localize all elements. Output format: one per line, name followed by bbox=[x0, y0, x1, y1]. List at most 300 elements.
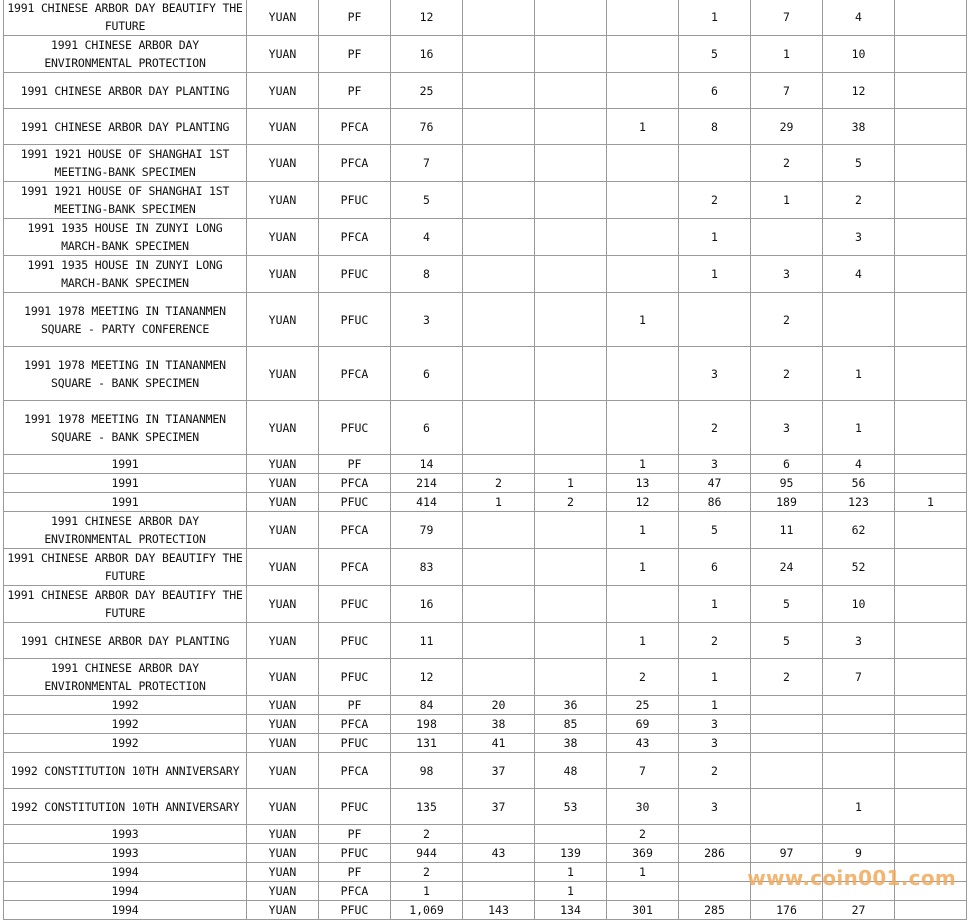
cell-grade-col-1[interactable] bbox=[463, 347, 535, 401]
cell-total[interactable]: 944 bbox=[391, 844, 463, 863]
cell-grade-col-7[interactable] bbox=[895, 0, 967, 36]
cell-grade-col-1[interactable] bbox=[463, 0, 535, 36]
cell-grade-col-2[interactable]: 1 bbox=[535, 474, 607, 493]
cell-grade-col-7[interactable] bbox=[895, 347, 967, 401]
cell-grade-col-6[interactable]: 5 bbox=[823, 145, 895, 182]
cell-grade-col-1[interactable]: 41 bbox=[463, 734, 535, 753]
cell-grade-col-1[interactable] bbox=[463, 293, 535, 347]
cell-grade-col-5[interactable]: 29 bbox=[751, 109, 823, 145]
cell-grade[interactable]: PFUC bbox=[319, 256, 391, 293]
cell-grade-col-3[interactable]: 1 bbox=[607, 293, 679, 347]
cell-denomination[interactable]: YUAN bbox=[247, 844, 319, 863]
cell-grade-col-2[interactable]: 48 bbox=[535, 753, 607, 789]
cell-description[interactable]: 1993 bbox=[4, 844, 247, 863]
cell-grade[interactable]: PFUC bbox=[319, 293, 391, 347]
cell-grade-col-2[interactable] bbox=[535, 455, 607, 474]
cell-total[interactable]: 16 bbox=[391, 586, 463, 623]
cell-denomination[interactable]: YUAN bbox=[247, 347, 319, 401]
cell-grade-col-5[interactable]: 24 bbox=[751, 549, 823, 586]
cell-denomination[interactable]: YUAN bbox=[247, 549, 319, 586]
cell-description[interactable]: 1991 1935 HOUSE IN ZUNYI LONG MARCH-BANK SPECIMEN bbox=[4, 219, 247, 256]
cell-grade-col-6[interactable]: 7 bbox=[823, 659, 895, 696]
cell-description[interactable]: 1991 CHINESE ARBOR DAY PLANTING bbox=[4, 623, 247, 659]
cell-grade-col-4[interactable]: 285 bbox=[679, 901, 751, 920]
cell-denomination[interactable]: YUAN bbox=[247, 901, 319, 920]
cell-denomination[interactable]: YUAN bbox=[247, 659, 319, 696]
cell-grade-col-5[interactable]: 189 bbox=[751, 493, 823, 512]
cell-grade-col-3[interactable] bbox=[607, 882, 679, 901]
cell-grade-col-5[interactable]: 176 bbox=[751, 901, 823, 920]
cell-grade-col-7[interactable]: 1 bbox=[895, 493, 967, 512]
cell-grade-col-4[interactable]: 2 bbox=[679, 623, 751, 659]
cell-total[interactable]: 5 bbox=[391, 182, 463, 219]
cell-grade[interactable]: PFCA bbox=[319, 219, 391, 256]
cell-grade[interactable]: PF bbox=[319, 455, 391, 474]
cell-grade-col-2[interactable] bbox=[535, 347, 607, 401]
cell-denomination[interactable]: YUAN bbox=[247, 474, 319, 493]
cell-denomination[interactable]: YUAN bbox=[247, 73, 319, 109]
cell-grade-col-4[interactable] bbox=[679, 293, 751, 347]
cell-grade-col-6[interactable]: 27 bbox=[823, 901, 895, 920]
cell-grade-col-3[interactable]: 301 bbox=[607, 901, 679, 920]
cell-grade-col-4[interactable]: 8 bbox=[679, 109, 751, 145]
cell-denomination[interactable]: YUAN bbox=[247, 493, 319, 512]
cell-total[interactable]: 14 bbox=[391, 455, 463, 474]
cell-total[interactable]: 2 bbox=[391, 825, 463, 844]
cell-description[interactable]: 1994 bbox=[4, 882, 247, 901]
cell-grade-col-3[interactable]: 25 bbox=[607, 696, 679, 715]
cell-grade-col-6[interactable] bbox=[823, 753, 895, 789]
cell-grade-col-2[interactable] bbox=[535, 586, 607, 623]
cell-grade-col-5[interactable]: 3 bbox=[751, 256, 823, 293]
cell-grade[interactable]: PFUC bbox=[319, 901, 391, 920]
cell-grade-col-3[interactable] bbox=[607, 347, 679, 401]
cell-grade-col-3[interactable] bbox=[607, 73, 679, 109]
cell-description[interactable]: 1991 1978 MEETING IN TIANANMEN SQUARE - BANK SPECIMEN bbox=[4, 401, 247, 455]
cell-grade-col-4[interactable] bbox=[679, 863, 751, 882]
cell-grade-col-3[interactable]: 1 bbox=[607, 549, 679, 586]
cell-total[interactable]: 3 bbox=[391, 293, 463, 347]
cell-description[interactable]: 1992 CONSTITUTION 10TH ANNIVERSARY bbox=[4, 789, 247, 825]
cell-grade-col-2[interactable] bbox=[535, 36, 607, 73]
cell-grade-col-7[interactable] bbox=[895, 696, 967, 715]
cell-grade-col-1[interactable] bbox=[463, 256, 535, 293]
cell-grade-col-1[interactable]: 20 bbox=[463, 696, 535, 715]
cell-grade-col-2[interactable]: 2 bbox=[535, 493, 607, 512]
cell-grade-col-3[interactable]: 2 bbox=[607, 659, 679, 696]
cell-grade-col-2[interactable]: 1 bbox=[535, 863, 607, 882]
cell-grade-col-1[interactable] bbox=[463, 145, 535, 182]
cell-grade-col-3[interactable]: 369 bbox=[607, 844, 679, 863]
cell-grade-col-3[interactable] bbox=[607, 145, 679, 182]
cell-grade-col-5[interactable]: 1 bbox=[751, 36, 823, 73]
cell-grade-col-2[interactable] bbox=[535, 293, 607, 347]
cell-grade[interactable]: PFUC bbox=[319, 401, 391, 455]
cell-denomination[interactable]: YUAN bbox=[247, 0, 319, 36]
cell-total[interactable]: 135 bbox=[391, 789, 463, 825]
cell-grade-col-3[interactable] bbox=[607, 36, 679, 73]
cell-description[interactable]: 1991 1921 HOUSE OF SHANGHAI 1ST MEETING-BANK SPECIMEN bbox=[4, 182, 247, 219]
cell-grade-col-7[interactable] bbox=[895, 882, 967, 901]
cell-grade-col-2[interactable] bbox=[535, 401, 607, 455]
cell-grade-col-7[interactable] bbox=[895, 549, 967, 586]
cell-grade-col-1[interactable] bbox=[463, 623, 535, 659]
cell-total[interactable]: 214 bbox=[391, 474, 463, 493]
cell-total[interactable]: 84 bbox=[391, 696, 463, 715]
cell-grade[interactable]: PF bbox=[319, 73, 391, 109]
cell-grade-col-4[interactable]: 3 bbox=[679, 734, 751, 753]
cell-grade-col-7[interactable] bbox=[895, 109, 967, 145]
cell-total[interactable]: 8 bbox=[391, 256, 463, 293]
cell-grade-col-5[interactable] bbox=[751, 219, 823, 256]
cell-grade-col-4[interactable]: 1 bbox=[679, 696, 751, 715]
cell-grade-col-3[interactable]: 1 bbox=[607, 623, 679, 659]
cell-grade-col-3[interactable]: 43 bbox=[607, 734, 679, 753]
cell-description[interactable]: 1991 CHINESE ARBOR DAY ENVIRONMENTAL PROTECTION bbox=[4, 659, 247, 696]
cell-description[interactable]: 1991 CHINESE ARBOR DAY PLANTING bbox=[4, 73, 247, 109]
cell-grade-col-5[interactable]: 97 bbox=[751, 844, 823, 863]
cell-grade-col-4[interactable]: 2 bbox=[679, 182, 751, 219]
cell-grade-col-5[interactable]: 2 bbox=[751, 145, 823, 182]
cell-grade-col-5[interactable]: 1 bbox=[751, 182, 823, 219]
cell-grade-col-5[interactable]: 11 bbox=[751, 512, 823, 549]
cell-description[interactable]: 1992 CONSTITUTION 10TH ANNIVERSARY bbox=[4, 753, 247, 789]
cell-grade-col-7[interactable] bbox=[895, 73, 967, 109]
cell-grade-col-7[interactable] bbox=[895, 659, 967, 696]
cell-grade-col-6[interactable]: 4 bbox=[823, 256, 895, 293]
cell-grade-col-2[interactable] bbox=[535, 109, 607, 145]
cell-grade-col-2[interactable]: 1 bbox=[535, 882, 607, 901]
cell-grade-col-2[interactable] bbox=[535, 256, 607, 293]
cell-grade-col-7[interactable] bbox=[895, 734, 967, 753]
cell-grade-col-5[interactable]: 7 bbox=[751, 0, 823, 36]
cell-description[interactable]: 1991 bbox=[4, 455, 247, 474]
cell-grade[interactable]: PFUC bbox=[319, 623, 391, 659]
cell-denomination[interactable]: YUAN bbox=[247, 623, 319, 659]
cell-grade-col-7[interactable] bbox=[895, 455, 967, 474]
cell-grade-col-4[interactable]: 2 bbox=[679, 401, 751, 455]
cell-description[interactable]: 1991 CHINESE ARBOR DAY BEAUTIFY THE FUTURE bbox=[4, 586, 247, 623]
cell-grade-col-5[interactable] bbox=[751, 825, 823, 844]
cell-denomination[interactable]: YUAN bbox=[247, 219, 319, 256]
cell-grade-col-4[interactable]: 47 bbox=[679, 474, 751, 493]
cell-denomination[interactable]: YUAN bbox=[247, 863, 319, 882]
cell-grade-col-5[interactable]: 5 bbox=[751, 623, 823, 659]
cell-grade-col-2[interactable]: 36 bbox=[535, 696, 607, 715]
cell-grade-col-5[interactable]: 6 bbox=[751, 455, 823, 474]
cell-denomination[interactable]: YUAN bbox=[247, 586, 319, 623]
cell-grade[interactable]: PFUC bbox=[319, 734, 391, 753]
cell-grade-col-6[interactable]: 9 bbox=[823, 844, 895, 863]
cell-grade[interactable]: PF bbox=[319, 863, 391, 882]
cell-grade[interactable]: PF bbox=[319, 696, 391, 715]
cell-grade-col-5[interactable]: 2 bbox=[751, 293, 823, 347]
cell-grade-col-6[interactable]: 3 bbox=[823, 623, 895, 659]
cell-grade[interactable]: PFCA bbox=[319, 474, 391, 493]
cell-grade-col-3[interactable] bbox=[607, 401, 679, 455]
cell-grade-col-2[interactable] bbox=[535, 182, 607, 219]
cell-grade-col-6[interactable]: 10 bbox=[823, 586, 895, 623]
cell-grade-col-7[interactable] bbox=[895, 789, 967, 825]
cell-grade-col-2[interactable] bbox=[535, 219, 607, 256]
cell-grade-col-6[interactable]: 1 bbox=[823, 401, 895, 455]
cell-grade-col-1[interactable]: 2 bbox=[463, 474, 535, 493]
cell-grade-col-5[interactable]: 2 bbox=[751, 659, 823, 696]
cell-grade-col-7[interactable] bbox=[895, 293, 967, 347]
cell-grade-col-7[interactable] bbox=[895, 401, 967, 455]
cell-grade-col-4[interactable]: 86 bbox=[679, 493, 751, 512]
cell-grade-col-3[interactable] bbox=[607, 256, 679, 293]
cell-grade-col-2[interactable] bbox=[535, 0, 607, 36]
cell-total[interactable]: 414 bbox=[391, 493, 463, 512]
cell-denomination[interactable]: YUAN bbox=[247, 882, 319, 901]
cell-grade-col-2[interactable] bbox=[535, 623, 607, 659]
cell-grade-col-6[interactable]: 10 bbox=[823, 36, 895, 73]
cell-total[interactable]: 25 bbox=[391, 73, 463, 109]
cell-grade-col-3[interactable]: 69 bbox=[607, 715, 679, 734]
cell-grade-col-4[interactable]: 5 bbox=[679, 512, 751, 549]
cell-grade[interactable]: PF bbox=[319, 825, 391, 844]
cell-grade-col-5[interactable] bbox=[751, 882, 823, 901]
cell-grade-col-6[interactable] bbox=[823, 734, 895, 753]
cell-grade[interactable]: PFCA bbox=[319, 145, 391, 182]
cell-grade-col-5[interactable]: 95 bbox=[751, 474, 823, 493]
cell-total[interactable]: 79 bbox=[391, 512, 463, 549]
cell-grade[interactable]: PFCA bbox=[319, 512, 391, 549]
cell-grade-col-7[interactable] bbox=[895, 901, 967, 920]
cell-total[interactable]: 11 bbox=[391, 623, 463, 659]
cell-grade-col-1[interactable]: 37 bbox=[463, 753, 535, 789]
cell-grade-col-5[interactable]: 2 bbox=[751, 347, 823, 401]
cell-denomination[interactable]: YUAN bbox=[247, 256, 319, 293]
cell-grade-col-6[interactable] bbox=[823, 715, 895, 734]
cell-grade[interactable]: PFCA bbox=[319, 109, 391, 145]
cell-grade-col-7[interactable] bbox=[895, 753, 967, 789]
cell-denomination[interactable]: YUAN bbox=[247, 401, 319, 455]
cell-total[interactable]: 6 bbox=[391, 347, 463, 401]
cell-grade-col-1[interactable]: 1 bbox=[463, 493, 535, 512]
cell-grade[interactable]: PFUC bbox=[319, 789, 391, 825]
cell-grade-col-7[interactable] bbox=[895, 182, 967, 219]
cell-grade-col-7[interactable] bbox=[895, 512, 967, 549]
cell-grade-col-2[interactable] bbox=[535, 659, 607, 696]
cell-grade-col-1[interactable] bbox=[463, 73, 535, 109]
cell-grade-col-4[interactable]: 3 bbox=[679, 715, 751, 734]
cell-grade-col-6[interactable]: 52 bbox=[823, 549, 895, 586]
cell-grade-col-2[interactable] bbox=[535, 825, 607, 844]
cell-denomination[interactable]: YUAN bbox=[247, 145, 319, 182]
cell-grade-col-7[interactable] bbox=[895, 715, 967, 734]
cell-grade-col-4[interactable]: 1 bbox=[679, 256, 751, 293]
cell-grade-col-5[interactable] bbox=[751, 863, 823, 882]
cell-grade-col-6[interactable] bbox=[823, 293, 895, 347]
cell-grade-col-4[interactable]: 6 bbox=[679, 549, 751, 586]
cell-grade-col-7[interactable] bbox=[895, 863, 967, 882]
cell-denomination[interactable]: YUAN bbox=[247, 715, 319, 734]
cell-grade-col-1[interactable] bbox=[463, 219, 535, 256]
cell-total[interactable]: 7 bbox=[391, 145, 463, 182]
cell-grade-col-7[interactable] bbox=[895, 474, 967, 493]
cell-grade-col-7[interactable] bbox=[895, 219, 967, 256]
cell-grade-col-7[interactable] bbox=[895, 256, 967, 293]
cell-total[interactable]: 98 bbox=[391, 753, 463, 789]
cell-grade[interactable]: PFUC bbox=[319, 493, 391, 512]
cell-description[interactable]: 1991 CHINESE ARBOR DAY ENVIRONMENTAL PROTECTION bbox=[4, 36, 247, 73]
cell-grade-col-4[interactable]: 3 bbox=[679, 789, 751, 825]
cell-grade-col-4[interactable]: 5 bbox=[679, 36, 751, 73]
cell-grade-col-4[interactable] bbox=[679, 825, 751, 844]
cell-grade-col-4[interactable]: 1 bbox=[679, 0, 751, 36]
cell-grade-col-4[interactable]: 1 bbox=[679, 586, 751, 623]
cell-grade[interactable]: PFCA bbox=[319, 347, 391, 401]
cell-grade-col-6[interactable]: 2 bbox=[823, 182, 895, 219]
cell-grade-col-5[interactable] bbox=[751, 696, 823, 715]
cell-description[interactable]: 1991 1921 HOUSE OF SHANGHAI 1ST MEETING-BANK SPECIMEN bbox=[4, 145, 247, 182]
cell-total[interactable]: 76 bbox=[391, 109, 463, 145]
cell-total[interactable]: 1 bbox=[391, 882, 463, 901]
cell-grade-col-1[interactable]: 43 bbox=[463, 844, 535, 863]
cell-grade-col-1[interactable] bbox=[463, 512, 535, 549]
cell-denomination[interactable]: YUAN bbox=[247, 825, 319, 844]
cell-description[interactable]: 1991 1935 HOUSE IN ZUNYI LONG MARCH-BANK SPECIMEN bbox=[4, 256, 247, 293]
cell-description[interactable]: 1991 1978 MEETING IN TIANANMEN SQUARE - BANK SPECIMEN bbox=[4, 347, 247, 401]
cell-total[interactable]: 198 bbox=[391, 715, 463, 734]
cell-grade-col-1[interactable]: 37 bbox=[463, 789, 535, 825]
cell-grade-col-6[interactable]: 12 bbox=[823, 73, 895, 109]
cell-grade-col-1[interactable] bbox=[463, 401, 535, 455]
cell-grade-col-5[interactable] bbox=[751, 715, 823, 734]
cell-grade-col-6[interactable]: 1 bbox=[823, 789, 895, 825]
cell-grade-col-4[interactable]: 3 bbox=[679, 347, 751, 401]
cell-grade-col-2[interactable]: 85 bbox=[535, 715, 607, 734]
cell-grade-col-6[interactable]: 38 bbox=[823, 109, 895, 145]
cell-denomination[interactable]: YUAN bbox=[247, 734, 319, 753]
cell-grade-col-1[interactable] bbox=[463, 825, 535, 844]
cell-total[interactable]: 2 bbox=[391, 863, 463, 882]
cell-description[interactable]: 1991 CHINESE ARBOR DAY PLANTING bbox=[4, 109, 247, 145]
cell-grade-col-5[interactable]: 5 bbox=[751, 586, 823, 623]
cell-grade-col-5[interactable] bbox=[751, 789, 823, 825]
cell-grade-col-2[interactable]: 38 bbox=[535, 734, 607, 753]
cell-description[interactable]: 1991 bbox=[4, 493, 247, 512]
cell-grade[interactable]: PFCA bbox=[319, 549, 391, 586]
cell-grade-col-3[interactable] bbox=[607, 182, 679, 219]
cell-total[interactable]: 12 bbox=[391, 659, 463, 696]
cell-grade-col-1[interactable]: 38 bbox=[463, 715, 535, 734]
cell-grade-col-3[interactable]: 2 bbox=[607, 825, 679, 844]
cell-grade-col-3[interactable]: 1 bbox=[607, 863, 679, 882]
cell-grade-col-1[interactable] bbox=[463, 36, 535, 73]
cell-total[interactable]: 83 bbox=[391, 549, 463, 586]
cell-grade-col-4[interactable]: 1 bbox=[679, 219, 751, 256]
cell-total[interactable]: 1,069 bbox=[391, 901, 463, 920]
cell-grade-col-5[interactable]: 7 bbox=[751, 73, 823, 109]
cell-grade-col-5[interactable]: 3 bbox=[751, 401, 823, 455]
cell-grade-col-4[interactable]: 2 bbox=[679, 753, 751, 789]
cell-total[interactable]: 4 bbox=[391, 219, 463, 256]
cell-grade[interactable]: PF bbox=[319, 36, 391, 73]
cell-grade-col-6[interactable] bbox=[823, 882, 895, 901]
cell-grade-col-6[interactable]: 123 bbox=[823, 493, 895, 512]
cell-grade-col-3[interactable]: 1 bbox=[607, 512, 679, 549]
cell-grade[interactable]: PFCA bbox=[319, 882, 391, 901]
cell-description[interactable]: 1991 1978 MEETING IN TIANANMEN SQUARE - PARTY CONFERENCE bbox=[4, 293, 247, 347]
cell-grade-col-6[interactable] bbox=[823, 696, 895, 715]
cell-grade-col-6[interactable] bbox=[823, 825, 895, 844]
cell-grade-col-7[interactable] bbox=[895, 36, 967, 73]
cell-grade-col-1[interactable] bbox=[463, 882, 535, 901]
cell-grade-col-4[interactable] bbox=[679, 145, 751, 182]
cell-description[interactable]: 1992 bbox=[4, 696, 247, 715]
cell-description[interactable]: 1992 bbox=[4, 715, 247, 734]
cell-grade-col-3[interactable] bbox=[607, 586, 679, 623]
cell-grade-col-6[interactable]: 3 bbox=[823, 219, 895, 256]
cell-grade-col-6[interactable]: 62 bbox=[823, 512, 895, 549]
cell-grade-col-5[interactable] bbox=[751, 734, 823, 753]
cell-grade-col-4[interactable]: 6 bbox=[679, 73, 751, 109]
cell-grade-col-3[interactable]: 1 bbox=[607, 455, 679, 474]
cell-grade-col-6[interactable]: 4 bbox=[823, 0, 895, 36]
cell-grade-col-7[interactable] bbox=[895, 623, 967, 659]
cell-total[interactable]: 16 bbox=[391, 36, 463, 73]
cell-grade-col-1[interactable] bbox=[463, 549, 535, 586]
cell-grade-col-1[interactable] bbox=[463, 455, 535, 474]
cell-grade-col-4[interactable] bbox=[679, 882, 751, 901]
cell-grade-col-3[interactable]: 30 bbox=[607, 789, 679, 825]
cell-description[interactable]: 1991 bbox=[4, 474, 247, 493]
cell-grade-col-7[interactable] bbox=[895, 586, 967, 623]
cell-denomination[interactable]: YUAN bbox=[247, 109, 319, 145]
cell-denomination[interactable]: YUAN bbox=[247, 36, 319, 73]
cell-grade-col-7[interactable] bbox=[895, 145, 967, 182]
cell-grade-col-4[interactable]: 286 bbox=[679, 844, 751, 863]
cell-grade-col-4[interactable]: 1 bbox=[679, 659, 751, 696]
cell-denomination[interactable]: YUAN bbox=[247, 293, 319, 347]
cell-grade-col-6[interactable]: 4 bbox=[823, 455, 895, 474]
cell-grade[interactable]: PFUC bbox=[319, 659, 391, 696]
cell-grade[interactable]: PFUC bbox=[319, 844, 391, 863]
cell-grade-col-4[interactable]: 3 bbox=[679, 455, 751, 474]
cell-description[interactable]: 1991 CHINESE ARBOR DAY BEAUTIFY THE FUTURE bbox=[4, 549, 247, 586]
cell-grade-col-3[interactable]: 7 bbox=[607, 753, 679, 789]
cell-total[interactable]: 12 bbox=[391, 0, 463, 36]
cell-grade-col-2[interactable]: 134 bbox=[535, 901, 607, 920]
cell-grade[interactable]: PFUC bbox=[319, 182, 391, 219]
cell-denomination[interactable]: YUAN bbox=[247, 789, 319, 825]
cell-grade-col-3[interactable]: 13 bbox=[607, 474, 679, 493]
cell-grade-col-2[interactable] bbox=[535, 145, 607, 182]
cell-grade-col-3[interactable] bbox=[607, 0, 679, 36]
cell-grade[interactable]: PFCA bbox=[319, 753, 391, 789]
cell-grade-col-2[interactable]: 53 bbox=[535, 789, 607, 825]
cell-total[interactable]: 131 bbox=[391, 734, 463, 753]
cell-description[interactable]: 1994 bbox=[4, 863, 247, 882]
cell-description[interactable]: 1991 CHINESE ARBOR DAY ENVIRONMENTAL PROTECTION bbox=[4, 512, 247, 549]
cell-description[interactable]: 1993 bbox=[4, 825, 247, 844]
cell-grade-col-3[interactable]: 1 bbox=[607, 109, 679, 145]
cell-grade-col-1[interactable] bbox=[463, 659, 535, 696]
cell-grade-col-2[interactable]: 139 bbox=[535, 844, 607, 863]
cell-grade[interactable]: PFUC bbox=[319, 586, 391, 623]
cell-description[interactable]: 1992 bbox=[4, 734, 247, 753]
cell-grade-col-6[interactable] bbox=[823, 863, 895, 882]
cell-grade-col-3[interactable] bbox=[607, 219, 679, 256]
cell-grade-col-6[interactable]: 1 bbox=[823, 347, 895, 401]
cell-grade-col-3[interactable]: 12 bbox=[607, 493, 679, 512]
cell-grade-col-5[interactable] bbox=[751, 753, 823, 789]
cell-denomination[interactable]: YUAN bbox=[247, 182, 319, 219]
cell-grade-col-1[interactable] bbox=[463, 863, 535, 882]
